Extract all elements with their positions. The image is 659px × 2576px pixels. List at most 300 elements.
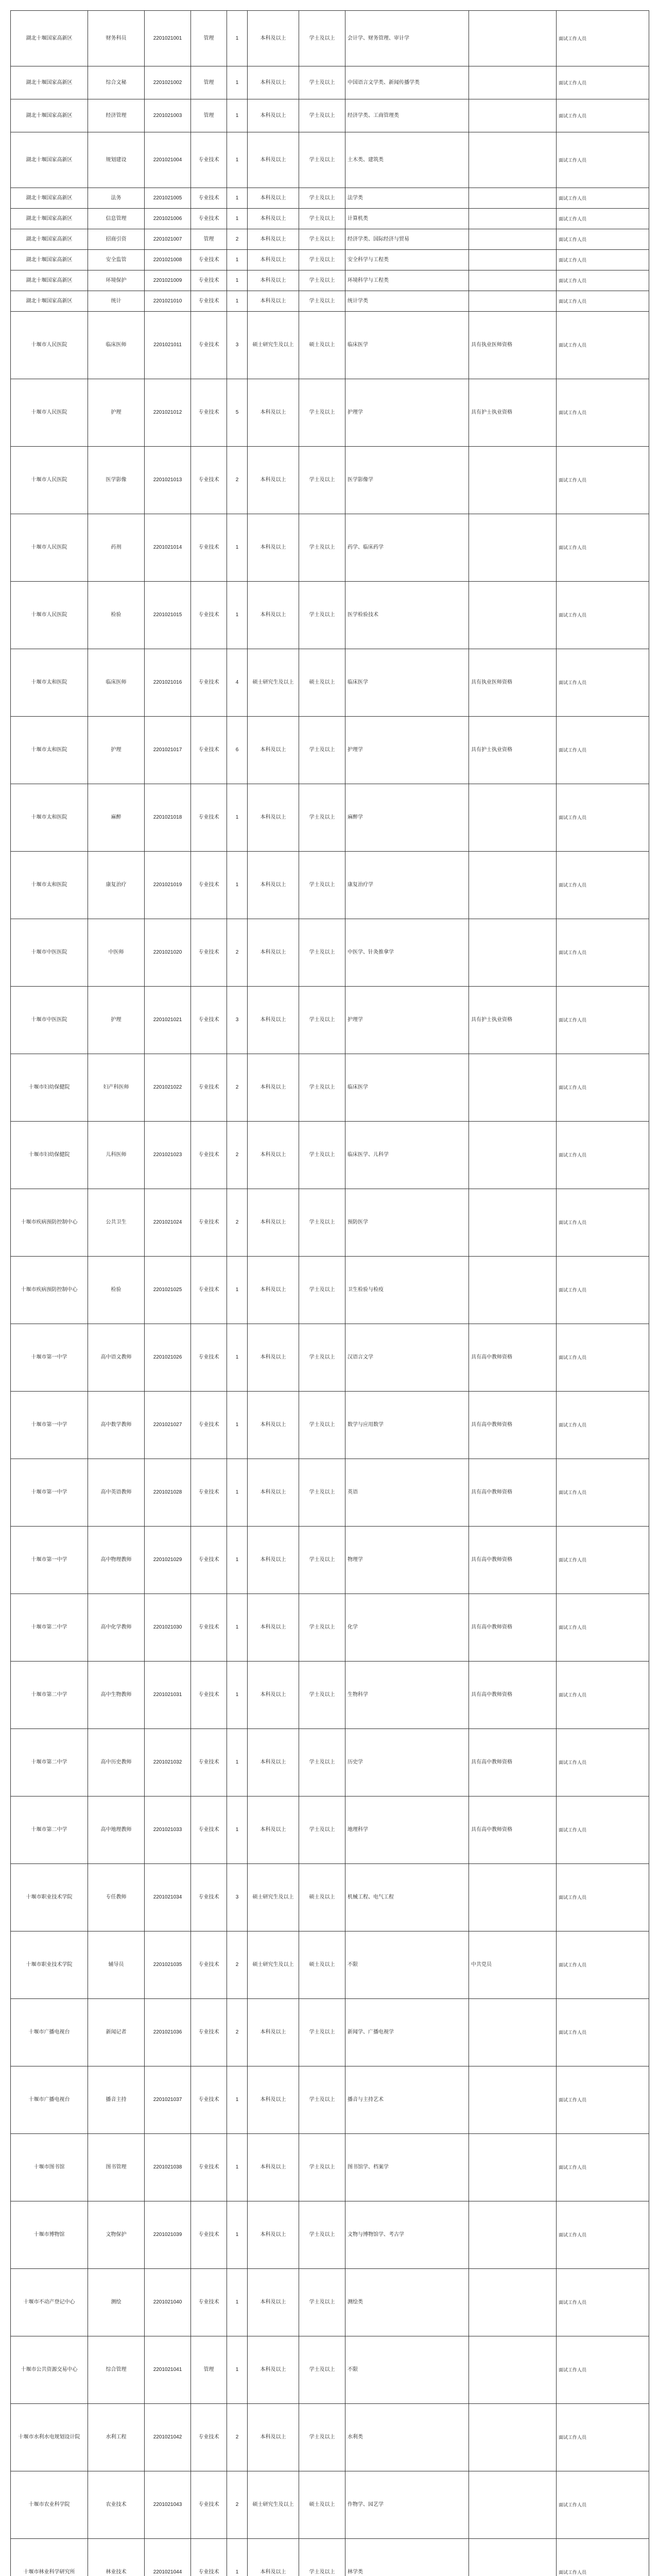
degree-cell: 学士及以上 <box>299 2404 345 2471</box>
other-requirements-cell <box>469 1999 557 2066</box>
degree-cell: 学士及以上 <box>299 11 345 66</box>
type-cell: 专业技术 <box>191 987 227 1054</box>
degree-cell: 学士及以上 <box>299 1122 345 1189</box>
education-cell: 本科及以上 <box>248 209 299 229</box>
code-cell: 2201021028 <box>145 1459 191 1527</box>
table-row <box>11 1999 649 2066</box>
note-cell: 面试工作人员 <box>557 2066 649 2134</box>
code-cell: 2201021014 <box>145 514 191 582</box>
note-cell: 面试工作人员 <box>557 649 649 717</box>
count-cell: 1 <box>227 250 248 270</box>
count-cell: 5 <box>227 379 248 447</box>
code-cell: 2201021005 <box>145 188 191 209</box>
unit-cell: 湖北十堰国家高新区 <box>11 229 88 250</box>
table-body <box>11 11 649 2576</box>
count-cell: 2 <box>227 919 248 987</box>
type-cell: 专业技术 <box>191 1459 227 1527</box>
type-cell: 专业技术 <box>191 1729 227 1797</box>
type-cell: 专业技术 <box>191 1189 227 1257</box>
count-cell: 1 <box>227 2539 248 2576</box>
post-cell: 高中物理教师 <box>88 1527 145 1594</box>
count-cell: 1 <box>227 132 248 188</box>
code-cell: 2201021004 <box>145 132 191 188</box>
table-row <box>11 2539 649 2576</box>
major-cell: 物理学 <box>345 1527 469 1594</box>
type-cell: 专业技术 <box>191 1324 227 1392</box>
type-cell: 专业技术 <box>191 1999 227 2066</box>
code-cell: 2201021022 <box>145 1054 191 1122</box>
other-requirements-cell: 具有执业医师资格 <box>469 312 557 379</box>
education-cell: 本科及以上 <box>248 188 299 209</box>
major-cell: 护理学 <box>345 379 469 447</box>
education-cell: 本科及以上 <box>248 717 299 784</box>
major-cell: 临床医学 <box>345 312 469 379</box>
education-cell: 本科及以上 <box>248 11 299 66</box>
type-cell: 专业技术 <box>191 1931 227 1999</box>
major-cell: 临床医学 <box>345 1054 469 1122</box>
post-cell: 麻醉 <box>88 784 145 852</box>
post-cell: 新闻记者 <box>88 1999 145 2066</box>
unit-cell: 十堰市人民医院 <box>11 514 88 582</box>
degree-cell: 学士及以上 <box>299 66 345 99</box>
table-row <box>11 1054 649 1122</box>
recruitment-table <box>10 10 649 2576</box>
major-cell: 麻醉学 <box>345 784 469 852</box>
post-cell: 中医师 <box>88 919 145 987</box>
count-cell: 1 <box>227 1392 248 1459</box>
major-cell: 地理科学 <box>345 1797 469 1864</box>
table-row <box>11 1662 649 1729</box>
post-cell: 综合文秘 <box>88 66 145 99</box>
note-cell: 面试工作人员 <box>557 312 649 379</box>
post-cell: 文物保护 <box>88 2201 145 2269</box>
post-cell: 检验 <box>88 1257 145 1324</box>
note-cell: 面试工作人员 <box>557 2201 649 2269</box>
table-row <box>11 852 649 919</box>
code-cell: 2201021024 <box>145 1189 191 1257</box>
count-cell: 4 <box>227 649 248 717</box>
note-cell: 面试工作人员 <box>557 1864 649 1931</box>
degree-cell: 学士及以上 <box>299 987 345 1054</box>
note-cell: 面试工作人员 <box>557 1594 649 1662</box>
post-cell: 信息管理 <box>88 209 145 229</box>
education-cell: 本科及以上 <box>248 1459 299 1527</box>
education-cell: 本科及以上 <box>248 852 299 919</box>
major-cell: 医学检验技术 <box>345 582 469 649</box>
code-cell: 2201021001 <box>145 11 191 66</box>
major-cell: 医学影像学 <box>345 447 469 514</box>
count-cell: 2 <box>227 229 248 250</box>
major-cell: 土木类、建筑类 <box>345 132 469 188</box>
count-cell: 1 <box>227 2066 248 2134</box>
other-requirements-cell <box>469 229 557 250</box>
other-requirements-cell <box>469 270 557 291</box>
post-cell: 图书管理 <box>88 2134 145 2201</box>
count-cell: 1 <box>227 99 248 132</box>
other-requirements-cell <box>469 188 557 209</box>
post-cell: 护理 <box>88 379 145 447</box>
note-cell: 面试工作人员 <box>557 188 649 209</box>
table-row <box>11 1797 649 1864</box>
education-cell: 本科及以上 <box>248 2066 299 2134</box>
code-cell: 2201021008 <box>145 250 191 270</box>
education-cell: 本科及以上 <box>248 379 299 447</box>
unit-cell: 十堰市水利水电规划设计院 <box>11 2404 88 2471</box>
note-cell: 面试工作人员 <box>557 1257 649 1324</box>
type-cell: 管理 <box>191 11 227 66</box>
major-cell: 法学类 <box>345 188 469 209</box>
note-cell: 面试工作人员 <box>557 291 649 312</box>
degree-cell: 学士及以上 <box>299 447 345 514</box>
education-cell: 硕士研究生及以上 <box>248 312 299 379</box>
note-cell: 面试工作人员 <box>557 209 649 229</box>
type-cell: 专业技术 <box>191 209 227 229</box>
note-cell: 面试工作人员 <box>557 1527 649 1594</box>
count-cell: 3 <box>227 312 248 379</box>
unit-cell: 十堰市人民医院 <box>11 312 88 379</box>
code-cell: 2201021015 <box>145 582 191 649</box>
count-cell: 1 <box>227 784 248 852</box>
degree-cell: 学士及以上 <box>299 514 345 582</box>
type-cell: 专业技术 <box>191 582 227 649</box>
table-row <box>11 649 649 717</box>
major-cell: 测绘类 <box>345 2269 469 2336</box>
count-cell: 1 <box>227 11 248 66</box>
other-requirements-cell <box>469 2471 557 2539</box>
type-cell: 专业技术 <box>191 1054 227 1122</box>
major-cell: 经济学类、工商管理类 <box>345 99 469 132</box>
count-cell: 1 <box>227 514 248 582</box>
major-cell: 化学 <box>345 1594 469 1662</box>
count-cell: 2 <box>227 447 248 514</box>
type-cell: 专业技术 <box>191 852 227 919</box>
degree-cell: 学士及以上 <box>299 1797 345 1864</box>
other-requirements-cell <box>469 447 557 514</box>
table-row <box>11 717 649 784</box>
post-cell: 康复治疗 <box>88 852 145 919</box>
unit-cell: 十堰市第一中学 <box>11 1392 88 1459</box>
note-cell: 面试工作人员 <box>557 1729 649 1797</box>
type-cell: 专业技术 <box>191 717 227 784</box>
note-cell: 面试工作人员 <box>557 2404 649 2471</box>
education-cell: 本科及以上 <box>248 1189 299 1257</box>
count-cell: 1 <box>227 1459 248 1527</box>
other-requirements-cell <box>469 1864 557 1931</box>
education-cell: 本科及以上 <box>248 250 299 270</box>
post-cell: 水利工程 <box>88 2404 145 2471</box>
education-cell: 本科及以上 <box>248 1392 299 1459</box>
count-cell: 1 <box>227 1729 248 1797</box>
degree-cell: 学士及以上 <box>299 2201 345 2269</box>
table-row <box>11 514 649 582</box>
table-row <box>11 66 649 99</box>
type-cell: 管理 <box>191 2336 227 2404</box>
type-cell: 专业技术 <box>191 1864 227 1931</box>
major-cell: 预防医学 <box>345 1189 469 1257</box>
note-cell: 面试工作人员 <box>557 250 649 270</box>
education-cell: 本科及以上 <box>248 66 299 99</box>
count-cell: 1 <box>227 2201 248 2269</box>
unit-cell: 十堰市人民医院 <box>11 582 88 649</box>
major-cell: 作物学、园艺学 <box>345 2471 469 2539</box>
table-row <box>11 250 649 270</box>
degree-cell: 学士及以上 <box>299 1662 345 1729</box>
count-cell: 2 <box>227 2404 248 2471</box>
degree-cell: 硕士及以上 <box>299 649 345 717</box>
post-cell: 环境保护 <box>88 270 145 291</box>
note-cell: 面试工作人员 <box>557 919 649 987</box>
code-cell: 2201021010 <box>145 291 191 312</box>
unit-cell: 湖北十堰国家高新区 <box>11 209 88 229</box>
unit-cell: 十堰市太和医院 <box>11 784 88 852</box>
code-cell: 2201021042 <box>145 2404 191 2471</box>
code-cell: 2201021025 <box>145 1257 191 1324</box>
major-cell: 数学与应用数学 <box>345 1392 469 1459</box>
count-cell: 3 <box>227 987 248 1054</box>
other-requirements-cell <box>469 2134 557 2201</box>
table-row <box>11 1122 649 1189</box>
degree-cell: 学士及以上 <box>299 582 345 649</box>
table-row <box>11 132 649 188</box>
post-cell: 高中生物教师 <box>88 1662 145 1729</box>
degree-cell: 学士及以上 <box>299 2336 345 2404</box>
other-requirements-cell <box>469 2201 557 2269</box>
table-row <box>11 270 649 291</box>
unit-cell: 十堰市第二中学 <box>11 1662 88 1729</box>
unit-cell: 十堰市广播电视台 <box>11 1999 88 2066</box>
table-row <box>11 1594 649 1662</box>
table-row <box>11 188 649 209</box>
major-cell: 播音与主持艺术 <box>345 2066 469 2134</box>
count-cell: 1 <box>227 1257 248 1324</box>
note-cell: 面试工作人员 <box>557 784 649 852</box>
education-cell: 本科及以上 <box>248 784 299 852</box>
count-cell: 1 <box>227 1527 248 1594</box>
post-cell: 儿科医师 <box>88 1122 145 1189</box>
major-cell: 临床医学 <box>345 649 469 717</box>
major-cell: 不限 <box>345 2336 469 2404</box>
degree-cell: 学士及以上 <box>299 1999 345 2066</box>
type-cell: 专业技术 <box>191 447 227 514</box>
post-cell: 检验 <box>88 582 145 649</box>
major-cell: 护理学 <box>345 717 469 784</box>
unit-cell: 十堰市人民医院 <box>11 379 88 447</box>
other-requirements-cell <box>469 514 557 582</box>
type-cell: 专业技术 <box>191 312 227 379</box>
degree-cell: 学士及以上 <box>299 1594 345 1662</box>
degree-cell: 学士及以上 <box>299 2134 345 2201</box>
count-cell: 1 <box>227 188 248 209</box>
other-requirements-cell <box>469 582 557 649</box>
education-cell: 硕士研究生及以上 <box>248 649 299 717</box>
table-row <box>11 1527 649 1594</box>
post-cell: 林业技术 <box>88 2539 145 2576</box>
note-cell: 面试工作人员 <box>557 514 649 582</box>
education-cell: 硕士研究生及以上 <box>248 2471 299 2539</box>
code-cell: 2201021040 <box>145 2269 191 2336</box>
unit-cell: 十堰市农业科学院 <box>11 2471 88 2539</box>
degree-cell: 学士及以上 <box>299 188 345 209</box>
degree-cell: 学士及以上 <box>299 1392 345 1459</box>
major-cell: 英语 <box>345 1459 469 1527</box>
unit-cell: 十堰市广播电视台 <box>11 2066 88 2134</box>
note-cell: 面试工作人员 <box>557 66 649 99</box>
code-cell: 2201021030 <box>145 1594 191 1662</box>
code-cell: 2201021027 <box>145 1392 191 1459</box>
table-row <box>11 1864 649 1931</box>
code-cell: 2201021037 <box>145 2066 191 2134</box>
post-cell: 高中语文教师 <box>88 1324 145 1392</box>
table-row <box>11 379 649 447</box>
degree-cell: 硕士及以上 <box>299 312 345 379</box>
education-cell: 本科及以上 <box>248 919 299 987</box>
code-cell: 2201021041 <box>145 2336 191 2404</box>
education-cell: 本科及以上 <box>248 514 299 582</box>
post-cell: 测绘 <box>88 2269 145 2336</box>
table-row <box>11 312 649 379</box>
post-cell: 综合管理 <box>88 2336 145 2404</box>
type-cell: 专业技术 <box>191 649 227 717</box>
type-cell: 专业技术 <box>191 1594 227 1662</box>
major-cell: 计算机类 <box>345 209 469 229</box>
degree-cell: 硕士及以上 <box>299 1864 345 1931</box>
code-cell: 2201021021 <box>145 987 191 1054</box>
degree-cell: 学士及以上 <box>299 229 345 250</box>
type-cell: 专业技术 <box>191 919 227 987</box>
unit-cell: 十堰市图书馆 <box>11 2134 88 2201</box>
post-cell: 专任教师 <box>88 1864 145 1931</box>
count-cell: 1 <box>227 66 248 99</box>
post-cell: 规划建设 <box>88 132 145 188</box>
post-cell: 高中历史教师 <box>88 1729 145 1797</box>
code-cell: 2201021031 <box>145 1662 191 1729</box>
count-cell: 1 <box>227 582 248 649</box>
type-cell: 专业技术 <box>191 2269 227 2336</box>
count-cell: 1 <box>227 1324 248 1392</box>
note-cell: 面试工作人员 <box>557 99 649 132</box>
count-cell: 2 <box>227 1999 248 2066</box>
count-cell: 6 <box>227 717 248 784</box>
major-cell: 机械工程、电气工程 <box>345 1864 469 1931</box>
type-cell: 专业技术 <box>191 379 227 447</box>
education-cell: 本科及以上 <box>248 229 299 250</box>
post-cell: 医学影像 <box>88 447 145 514</box>
count-cell: 2 <box>227 1931 248 1999</box>
note-cell: 面试工作人员 <box>557 1189 649 1257</box>
education-cell: 本科及以上 <box>248 2269 299 2336</box>
major-cell: 中医学、针灸推拿学 <box>345 919 469 987</box>
post-cell: 辅导员 <box>88 1931 145 1999</box>
education-cell: 本科及以上 <box>248 1662 299 1729</box>
unit-cell: 十堰市太和医院 <box>11 717 88 784</box>
note-cell: 面试工作人员 <box>557 270 649 291</box>
other-requirements-cell: 具有高中教师资格 <box>469 1324 557 1392</box>
note-cell: 面试工作人员 <box>557 1797 649 1864</box>
other-requirements-cell: 中共党员 <box>469 1931 557 1999</box>
education-cell: 本科及以上 <box>248 1999 299 2066</box>
code-cell: 2201021012 <box>145 379 191 447</box>
degree-cell: 学士及以上 <box>299 132 345 188</box>
education-cell: 本科及以上 <box>248 99 299 132</box>
other-requirements-cell: 具有执业医师资格 <box>469 649 557 717</box>
education-cell: 本科及以上 <box>248 447 299 514</box>
table-row <box>11 1392 649 1459</box>
unit-cell: 十堰市第一中学 <box>11 1459 88 1527</box>
degree-cell: 学士及以上 <box>299 1459 345 1527</box>
major-cell: 会计学、财务管理、审计学 <box>345 11 469 66</box>
type-cell: 专业技术 <box>191 1392 227 1459</box>
note-cell: 面试工作人员 <box>557 229 649 250</box>
table-row <box>11 291 649 312</box>
type-cell: 专业技术 <box>191 1257 227 1324</box>
degree-cell: 学士及以上 <box>299 784 345 852</box>
post-cell: 财务科员 <box>88 11 145 66</box>
note-cell: 面试工作人员 <box>557 852 649 919</box>
code-cell: 2201021007 <box>145 229 191 250</box>
code-cell: 2201021039 <box>145 2201 191 2269</box>
education-cell: 本科及以上 <box>248 2201 299 2269</box>
type-cell: 专业技术 <box>191 1662 227 1729</box>
other-requirements-cell <box>469 1122 557 1189</box>
post-cell: 招商引资 <box>88 229 145 250</box>
count-cell: 2 <box>227 1122 248 1189</box>
type-cell: 专业技术 <box>191 132 227 188</box>
other-requirements-cell: 具有高中教师资格 <box>469 1527 557 1594</box>
other-requirements-cell: 具有高中教师资格 <box>469 1729 557 1797</box>
education-cell: 本科及以上 <box>248 2404 299 2471</box>
table-row <box>11 1189 649 1257</box>
type-cell: 管理 <box>191 99 227 132</box>
unit-cell: 十堰市太和医院 <box>11 649 88 717</box>
major-cell: 图书馆学、档案学 <box>345 2134 469 2201</box>
code-cell: 2201021002 <box>145 66 191 99</box>
degree-cell: 学士及以上 <box>299 1054 345 1122</box>
post-cell: 药剂 <box>88 514 145 582</box>
other-requirements-cell <box>469 2404 557 2471</box>
type-cell: 专业技术 <box>191 250 227 270</box>
table-row <box>11 229 649 250</box>
code-cell: 2201021035 <box>145 1931 191 1999</box>
count-cell: 2 <box>227 1054 248 1122</box>
count-cell: 1 <box>227 291 248 312</box>
note-cell: 面试工作人员 <box>557 987 649 1054</box>
table-row <box>11 2134 649 2201</box>
post-cell: 妇产科医师 <box>88 1054 145 1122</box>
table-row <box>11 2336 649 2404</box>
unit-cell: 十堰市第一中学 <box>11 1527 88 1594</box>
education-cell: 本科及以上 <box>248 132 299 188</box>
code-cell: 2201021033 <box>145 1797 191 1864</box>
other-requirements-cell <box>469 784 557 852</box>
education-cell: 本科及以上 <box>248 291 299 312</box>
type-cell: 专业技术 <box>191 188 227 209</box>
major-cell: 统计学类 <box>345 291 469 312</box>
degree-cell: 学士及以上 <box>299 852 345 919</box>
code-cell: 2201021018 <box>145 784 191 852</box>
table-row <box>11 1931 649 1999</box>
table-row <box>11 1459 649 1527</box>
degree-cell: 学士及以上 <box>299 1257 345 1324</box>
degree-cell: 学士及以上 <box>299 2066 345 2134</box>
table-row <box>11 582 649 649</box>
major-cell: 历史学 <box>345 1729 469 1797</box>
unit-cell: 十堰市妇幼保健院 <box>11 1122 88 1189</box>
major-cell: 卫生检验与检疫 <box>345 1257 469 1324</box>
note-cell: 面试工作人员 <box>557 1459 649 1527</box>
post-cell: 安全监管 <box>88 250 145 270</box>
note-cell: 面试工作人员 <box>557 2336 649 2404</box>
page <box>10 10 649 2576</box>
